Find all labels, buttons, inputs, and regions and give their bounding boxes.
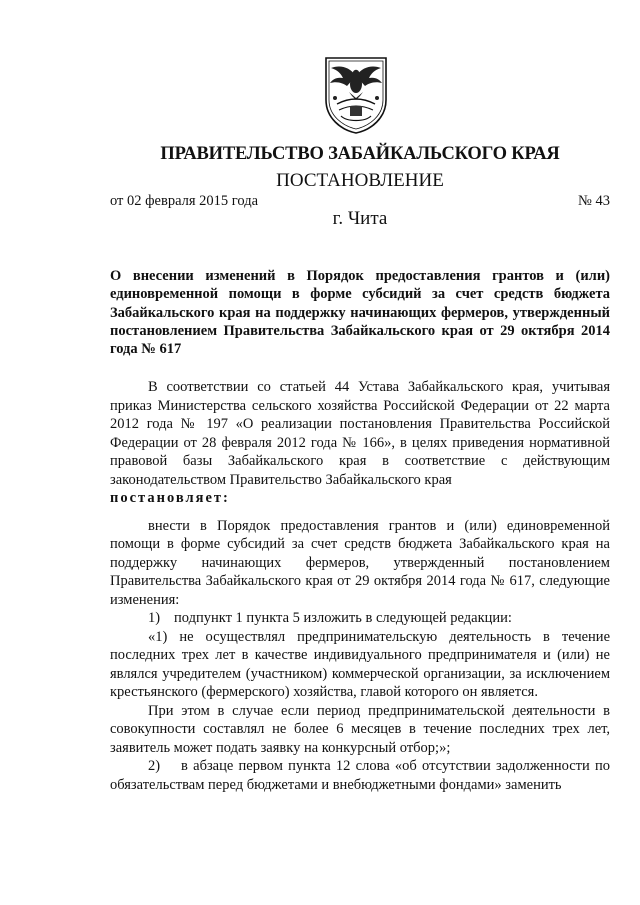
- item-2-text: в абзаце первом пункта 12 слова «об отсутствии задолженности по обязательствам перед бюджетами и внебюджетными фондами» заменить: [110, 758, 610, 793]
- document-date: от 02 февраля 2015 года: [110, 193, 259, 209]
- list-item-1: [110, 609, 610, 628]
- document-type: ПОСТАНОВЛЕНИЕ: [276, 170, 444, 191]
- item-1-text: подпункт 1 пункта 5 изложить в следующей редакции:: [174, 610, 512, 626]
- list-item-2: [110, 757, 610, 794]
- document-city: г. Чита: [332, 208, 388, 229]
- document-body: [110, 378, 610, 794]
- document-number: № 43: [578, 193, 610, 209]
- item-2-number: 2): [148, 758, 161, 774]
- item-1-number: 1): [148, 610, 161, 626]
- intro-paragraph: внести в Порядок предоставления грантов и (или) единовременной помощи в форме субсидий за счет средств бюджета Забайкальского края на поддержку начинающих фермеров, утвержденный постановлением Правительства Забайкальского края от 29 октября 2014 года № 617, следующие изменения:: [110, 517, 610, 608]
- document-subject: О внесении изменений в Порядок предоставления грантов и (или) единовременной помощи в форме субсидий за счет средств бюджета Забайкальского края на поддержку начинающих фермеров, утвержденный постановлением Правительства Забайкальского края от 29 октября 2014 года № 617: [110, 268, 610, 358]
- resolves-keyword: постановляет:: [110, 490, 230, 506]
- preamble-paragraph: В соответствии со статьей 44 Устава Забайкальского края, учитывая приказ Министерства сельского хозяйства Российской Федерации от 22 марта 2012 года № 197 «О реализации постановления Правительства Российской Федерации от 28 февраля 2012 года № 166», в целях приведения нормативной правовой базы Забайкальского края в соответствие с действующим законодательством Правительство Забайкальского края: [110, 379, 610, 488]
- coat-of-arms-icon: [323, 56, 389, 134]
- government-name: ПРАВИТЕЛЬСТВО ЗАБАЙКАЛЬСКОГО КРАЯ: [160, 144, 560, 164]
- item-1-quote: «1) не осуществлял предпринимательскую деятельность в течение последних трех лет в качестве индивидуального предпринимателя и (или) не являлся учредителем (участником) коммерческой организации, за исключением крестьянского (фермерского) хозяйства, главой которого он является.: [110, 628, 610, 700]
- item-1-note: При этом в случае если период предпринимательской деятельности в совокупности составлял не более 6 месяцев в течение последних трех лет, заявитель может подать заявку на конкурсный отбор;»;: [110, 702, 610, 756]
